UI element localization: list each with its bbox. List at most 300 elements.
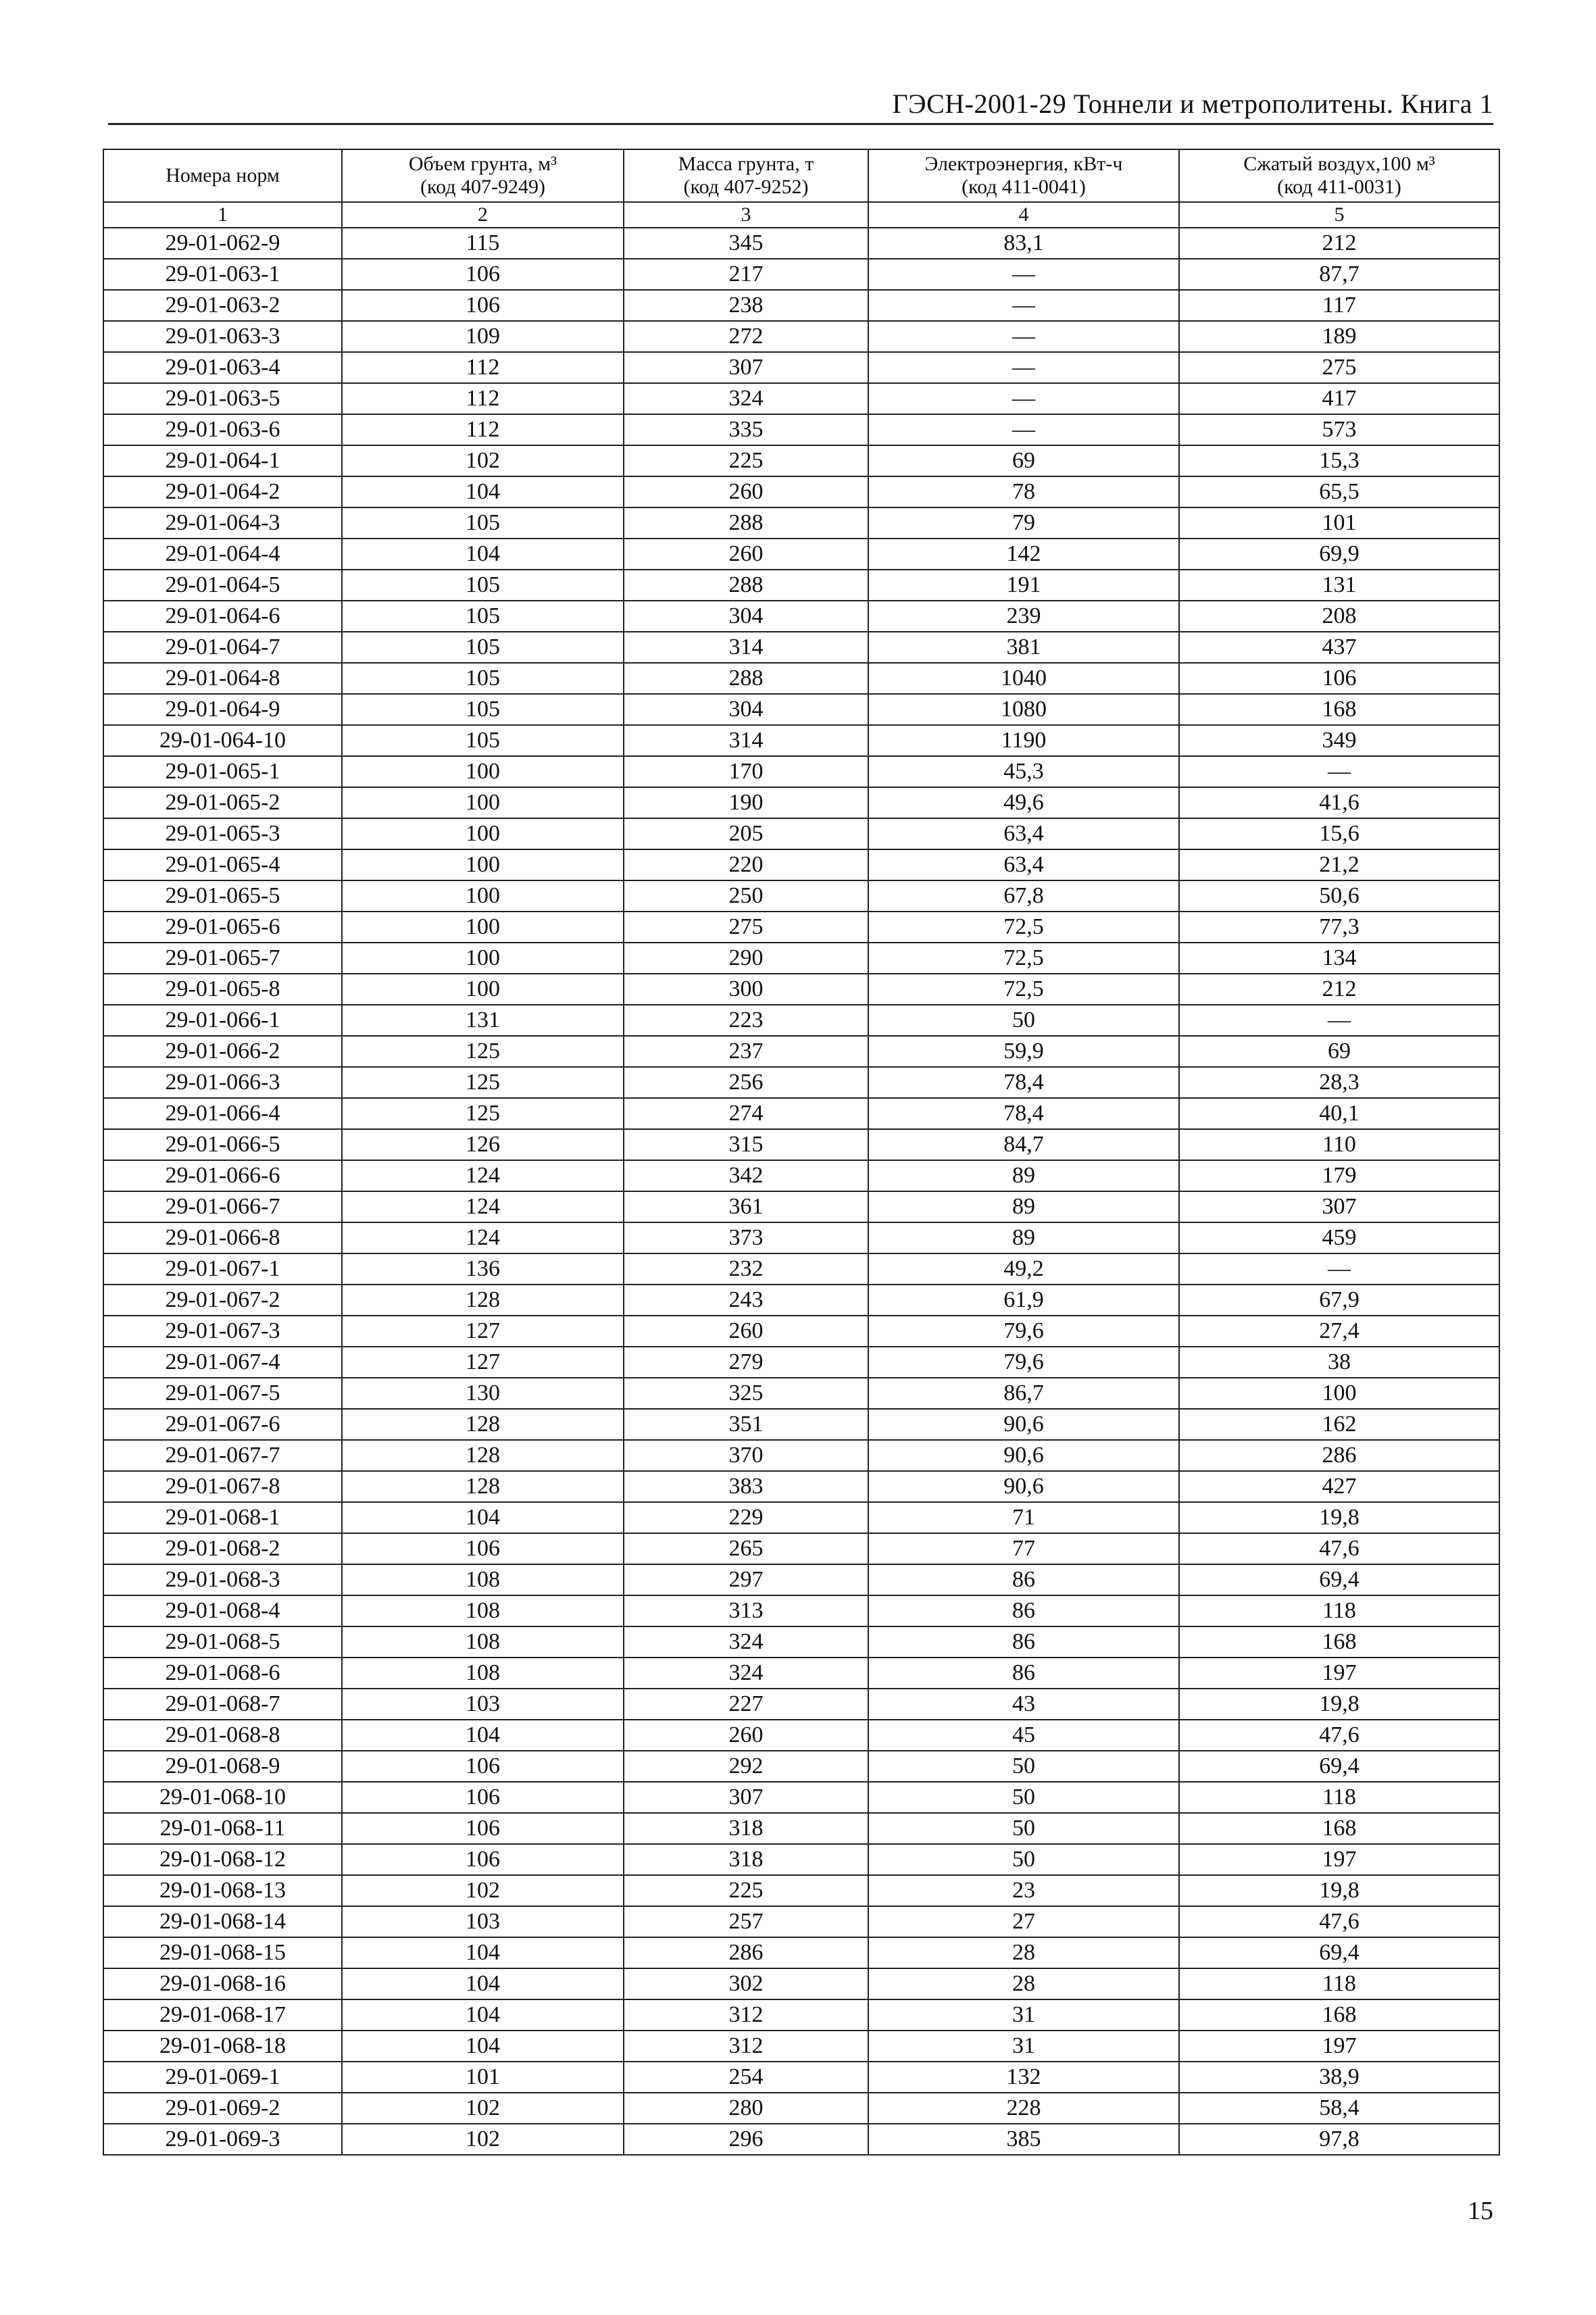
electricity-cell: 86: [868, 1658, 1179, 1689]
norm-number-cell: 29-01-067-2: [103, 1285, 342, 1316]
soil-volume-cell: 105: [342, 663, 624, 694]
soil-mass-cell: 297: [624, 1564, 868, 1595]
soil-volume-cell: 125: [342, 1036, 624, 1067]
column-number-row: [103, 202, 1499, 228]
norm-number-cell: 29-01-065-2: [103, 787, 342, 818]
compressed-air-cell: 168: [1179, 694, 1499, 725]
norm-number-cell: 29-01-066-7: [103, 1191, 342, 1222]
column-header-compressed-air: [1179, 149, 1499, 202]
soil-mass-cell: 307: [624, 352, 868, 383]
electricity-cell: 84,7: [868, 1129, 1179, 1160]
compressed-air-cell: 28,3: [1179, 1067, 1499, 1098]
norm-number-cell: 29-01-068-9: [103, 1751, 342, 1782]
norm-number-cell: 29-01-068-1: [103, 1502, 342, 1533]
compressed-air-cell: 106: [1179, 663, 1499, 694]
soil-volume-cell: 105: [342, 570, 624, 601]
soil-volume-cell: 127: [342, 1316, 624, 1347]
soil-volume-cell: 101: [342, 2062, 624, 2093]
table-row: [103, 2062, 1499, 2093]
electricity-cell: 83,1: [868, 228, 1179, 259]
electricity-cell: 77: [868, 1533, 1179, 1564]
norm-number-cell: 29-01-068-12: [103, 1844, 342, 1875]
compressed-air-cell: 349: [1179, 725, 1499, 756]
compressed-air-cell: 58,4: [1179, 2093, 1499, 2124]
soil-mass-cell: 318: [624, 1844, 868, 1875]
column-code: (код 407-9252): [683, 176, 809, 198]
compressed-air-cell: 67,9: [1179, 1285, 1499, 1316]
electricity-cell: —: [868, 383, 1179, 414]
table-row: [103, 1968, 1499, 1999]
table-row: [103, 1471, 1499, 1502]
soil-mass-cell: 361: [624, 1191, 868, 1222]
soil-mass-cell: 324: [624, 383, 868, 414]
soil-mass-cell: 256: [624, 1067, 868, 1098]
table-row: [103, 259, 1499, 290]
soil-volume-cell: 105: [342, 507, 624, 539]
soil-mass-cell: 190: [624, 787, 868, 818]
compressed-air-cell: 168: [1179, 1999, 1499, 2031]
soil-mass-cell: 260: [624, 1316, 868, 1347]
electricity-cell: 1080: [868, 694, 1179, 725]
electricity-cell: 63,4: [868, 849, 1179, 880]
compressed-air-cell: 69: [1179, 1036, 1499, 1067]
norm-number-cell: 29-01-062-9: [103, 228, 342, 259]
norm-number-cell: 29-01-066-5: [103, 1129, 342, 1160]
soil-mass-cell: 286: [624, 1937, 868, 1968]
norm-number-cell: 29-01-063-2: [103, 290, 342, 321]
soil-mass-cell: 290: [624, 943, 868, 974]
norm-number-cell: 29-01-065-5: [103, 880, 342, 912]
table-row: [103, 1937, 1499, 1968]
electricity-cell: 86: [868, 1564, 1179, 1595]
electricity-cell: 50: [868, 1005, 1179, 1036]
soil-mass-cell: 243: [624, 1285, 868, 1316]
norm-number-cell: 29-01-067-5: [103, 1378, 342, 1409]
table-row: [103, 1285, 1499, 1316]
column-title-row: [103, 149, 1499, 202]
soil-mass-cell: 260: [624, 476, 868, 507]
soil-volume-cell: 105: [342, 725, 624, 756]
electricity-cell: 69: [868, 445, 1179, 476]
norm-number-cell: 29-01-066-1: [103, 1005, 342, 1036]
norm-number-cell: 29-01-064-1: [103, 445, 342, 476]
table-row: [103, 1005, 1499, 1036]
norm-number-cell: 29-01-068-8: [103, 1720, 342, 1751]
soil-volume-cell: 102: [342, 445, 624, 476]
table-row: [103, 663, 1499, 694]
electricity-cell: 63,4: [868, 818, 1179, 849]
table-row: [103, 1906, 1499, 1937]
compressed-air-cell: 197: [1179, 1844, 1499, 1875]
soil-mass-cell: 342: [624, 1160, 868, 1191]
electricity-cell: 71: [868, 1502, 1179, 1533]
soil-mass-cell: 260: [624, 539, 868, 570]
soil-mass-cell: 314: [624, 632, 868, 663]
soil-mass-cell: 254: [624, 2062, 868, 2093]
soil-mass-cell: 232: [624, 1253, 868, 1285]
compressed-air-cell: 69,4: [1179, 1751, 1499, 1782]
soil-mass-cell: 265: [624, 1533, 868, 1564]
electricity-cell: 49,6: [868, 787, 1179, 818]
table-row: [103, 1689, 1499, 1720]
soil-mass-cell: 304: [624, 694, 868, 725]
table-row: [103, 1751, 1499, 1782]
norm-number-cell: 29-01-065-7: [103, 943, 342, 974]
norm-number-cell: 29-01-067-4: [103, 1347, 342, 1378]
compressed-air-cell: 19,8: [1179, 1689, 1499, 1720]
soil-volume-cell: 125: [342, 1067, 624, 1098]
norm-number-cell: 29-01-069-2: [103, 2093, 342, 2124]
table-row: [103, 818, 1499, 849]
soil-volume-cell: 103: [342, 1689, 624, 1720]
electricity-cell: 72,5: [868, 912, 1179, 943]
soil-volume-cell: 128: [342, 1409, 624, 1440]
electricity-cell: 90,6: [868, 1471, 1179, 1502]
electricity-cell: 239: [868, 601, 1179, 632]
electricity-cell: 86,7: [868, 1378, 1179, 1409]
soil-volume-cell: 106: [342, 1844, 624, 1875]
electricity-cell: 228: [868, 2093, 1179, 2124]
electricity-cell: 89: [868, 1160, 1179, 1191]
compressed-air-cell: 69,4: [1179, 1564, 1499, 1595]
soil-mass-cell: 302: [624, 1968, 868, 1999]
soil-volume-cell: 105: [342, 694, 624, 725]
soil-volume-cell: 100: [342, 787, 624, 818]
soil-volume-cell: 103: [342, 1906, 624, 1937]
norm-number-cell: 29-01-065-1: [103, 756, 342, 787]
electricity-cell: 142: [868, 539, 1179, 570]
norms-table: [103, 149, 1500, 2156]
electricity-cell: 50: [868, 1751, 1179, 1782]
soil-volume-cell: 104: [342, 2031, 624, 2062]
table-row: [103, 445, 1499, 476]
soil-mass-cell: 383: [624, 1471, 868, 1502]
soil-volume-cell: 115: [342, 228, 624, 259]
compressed-air-cell: 117: [1179, 290, 1499, 321]
norm-number-cell: 29-01-068-18: [103, 2031, 342, 2062]
electricity-cell: 78: [868, 476, 1179, 507]
compressed-air-cell: 110: [1179, 1129, 1499, 1160]
electricity-cell: —: [868, 321, 1179, 352]
compressed-air-cell: 77,3: [1179, 912, 1499, 943]
column-number: 4: [868, 202, 1179, 228]
table-row: [103, 1720, 1499, 1751]
table-row: [103, 1253, 1499, 1285]
norm-number-cell: 29-01-065-4: [103, 849, 342, 880]
soil-mass-cell: 307: [624, 1782, 868, 1813]
table-row: [103, 1999, 1499, 2031]
table-row: [103, 1347, 1499, 1378]
soil-mass-cell: 315: [624, 1129, 868, 1160]
page-number: 15: [1468, 2197, 1493, 2225]
compressed-air-cell: —: [1179, 756, 1499, 787]
soil-mass-cell: 257: [624, 1906, 868, 1937]
soil-mass-cell: 205: [624, 818, 868, 849]
compressed-air-cell: 427: [1179, 1471, 1499, 1502]
soil-mass-cell: 335: [624, 414, 868, 445]
table-row: [103, 352, 1499, 383]
compressed-air-cell: 118: [1179, 1595, 1499, 1626]
table-row: [103, 321, 1499, 352]
compressed-air-cell: 212: [1179, 974, 1499, 1005]
soil-volume-cell: 100: [342, 849, 624, 880]
compressed-air-cell: 212: [1179, 228, 1499, 259]
electricity-cell: 1190: [868, 725, 1179, 756]
soil-volume-cell: 124: [342, 1222, 624, 1253]
compressed-air-cell: 50,6: [1179, 880, 1499, 912]
electricity-cell: 31: [868, 1999, 1179, 2031]
compressed-air-cell: 19,8: [1179, 1502, 1499, 1533]
electricity-cell: —: [868, 414, 1179, 445]
column-code: (код 411-0041): [962, 176, 1086, 198]
soil-volume-cell: 126: [342, 1129, 624, 1160]
table-row: [103, 601, 1499, 632]
norm-number-cell: 29-01-068-14: [103, 1906, 342, 1937]
table-row: [103, 1658, 1499, 1689]
norm-number-cell: 29-01-068-7: [103, 1689, 342, 1720]
norm-number-cell: 29-01-064-3: [103, 507, 342, 539]
electricity-cell: 89: [868, 1191, 1179, 1222]
soil-volume-cell: 100: [342, 912, 624, 943]
soil-mass-cell: 324: [624, 1658, 868, 1689]
soil-volume-cell: 136: [342, 1253, 624, 1285]
table-row: [103, 1160, 1499, 1191]
soil-volume-cell: 112: [342, 414, 624, 445]
table-row: [103, 1533, 1499, 1564]
compressed-air-cell: 118: [1179, 1968, 1499, 1999]
norm-number-cell: 29-01-069-1: [103, 2062, 342, 2093]
soil-volume-cell: 104: [342, 1968, 624, 1999]
norm-number-cell: 29-01-068-5: [103, 1626, 342, 1658]
soil-mass-cell: 373: [624, 1222, 868, 1253]
soil-volume-cell: 100: [342, 880, 624, 912]
electricity-cell: 28: [868, 1937, 1179, 1968]
table-row: [103, 1191, 1499, 1222]
soil-mass-cell: 288: [624, 663, 868, 694]
soil-volume-cell: 100: [342, 974, 624, 1005]
electricity-cell: —: [868, 259, 1179, 290]
soil-mass-cell: 260: [624, 1720, 868, 1751]
soil-mass-cell: 313: [624, 1595, 868, 1626]
soil-volume-cell: 106: [342, 290, 624, 321]
electricity-cell: 43: [868, 1689, 1179, 1720]
compressed-air-cell: 47,6: [1179, 1906, 1499, 1937]
electricity-cell: 45,3: [868, 756, 1179, 787]
soil-mass-cell: 225: [624, 1875, 868, 1906]
table-row: [103, 290, 1499, 321]
soil-mass-cell: 227: [624, 1689, 868, 1720]
compressed-air-cell: 15,3: [1179, 445, 1499, 476]
soil-volume-cell: 127: [342, 1347, 624, 1378]
soil-volume-cell: 102: [342, 1875, 624, 1906]
soil-volume-cell: 106: [342, 1782, 624, 1813]
soil-volume-cell: 124: [342, 1160, 624, 1191]
column-title: Сжатый воздух,100 м³: [1243, 153, 1435, 175]
soil-volume-cell: 108: [342, 1595, 624, 1626]
table-row: [103, 507, 1499, 539]
soil-volume-cell: 128: [342, 1471, 624, 1502]
table-row: [103, 476, 1499, 507]
table-row: [103, 1067, 1499, 1098]
table-row: [103, 1626, 1499, 1658]
soil-mass-cell: 220: [624, 849, 868, 880]
soil-volume-cell: 104: [342, 476, 624, 507]
norm-number-cell: 29-01-069-3: [103, 2124, 342, 2155]
electricity-cell: 49,2: [868, 1253, 1179, 1285]
column-title: Масса грунта, т: [678, 153, 814, 175]
table-row: [103, 1222, 1499, 1253]
norm-number-cell: 29-01-066-4: [103, 1098, 342, 1129]
electricity-cell: 89: [868, 1222, 1179, 1253]
column-header-soil-volume: [342, 149, 624, 202]
electricity-cell: 79,6: [868, 1347, 1179, 1378]
compressed-air-cell: 87,7: [1179, 259, 1499, 290]
electricity-cell: 67,8: [868, 880, 1179, 912]
electricity-cell: 86: [868, 1626, 1179, 1658]
table-row: [103, 849, 1499, 880]
compressed-air-cell: 38: [1179, 1347, 1499, 1378]
table-row: [103, 539, 1499, 570]
compressed-air-cell: 47,6: [1179, 1720, 1499, 1751]
norm-number-cell: 29-01-066-8: [103, 1222, 342, 1253]
electricity-cell: 61,9: [868, 1285, 1179, 1316]
table-row: [103, 1564, 1499, 1595]
compressed-air-cell: 437: [1179, 632, 1499, 663]
norm-number-cell: 29-01-068-6: [103, 1658, 342, 1689]
norm-number-cell: 29-01-063-4: [103, 352, 342, 383]
table-row: [103, 943, 1499, 974]
electricity-cell: 72,5: [868, 974, 1179, 1005]
soil-mass-cell: 225: [624, 445, 868, 476]
soil-mass-cell: 275: [624, 912, 868, 943]
norm-number-cell: 29-01-064-9: [103, 694, 342, 725]
electricity-cell: 28: [868, 1968, 1179, 1999]
table-row: [103, 912, 1499, 943]
soil-volume-cell: 112: [342, 383, 624, 414]
soil-mass-cell: 324: [624, 1626, 868, 1658]
table-row: [103, 1440, 1499, 1471]
table-row: [103, 632, 1499, 663]
soil-volume-cell: 105: [342, 632, 624, 663]
soil-mass-cell: 223: [624, 1005, 868, 1036]
soil-mass-cell: 370: [624, 1440, 868, 1471]
soil-mass-cell: 296: [624, 2124, 868, 2155]
column-header-electricity: [868, 149, 1179, 202]
soil-mass-cell: 238: [624, 290, 868, 321]
soil-volume-cell: 106: [342, 1813, 624, 1844]
table-row: [103, 1129, 1499, 1160]
compressed-air-cell: 101: [1179, 507, 1499, 539]
electricity-cell: 385: [868, 2124, 1179, 2155]
soil-mass-cell: 318: [624, 1813, 868, 1844]
electricity-cell: 31: [868, 2031, 1179, 2062]
soil-volume-cell: 124: [342, 1191, 624, 1222]
norm-number-cell: 29-01-067-6: [103, 1409, 342, 1440]
norm-number-cell: 29-01-065-6: [103, 912, 342, 943]
table-row: [103, 383, 1499, 414]
norm-number-cell: 29-01-068-15: [103, 1937, 342, 1968]
table-row: [103, 1875, 1499, 1906]
table-body: [103, 202, 1499, 2155]
electricity-cell: 132: [868, 2062, 1179, 2093]
soil-volume-cell: 108: [342, 1658, 624, 1689]
compressed-air-cell: —: [1179, 1005, 1499, 1036]
compressed-air-cell: 38,9: [1179, 2062, 1499, 2093]
norm-number-cell: 29-01-067-3: [103, 1316, 342, 1347]
norm-number-cell: 29-01-068-10: [103, 1782, 342, 1813]
compressed-air-cell: 168: [1179, 1813, 1499, 1844]
table-row: [103, 725, 1499, 756]
column-code: (код 407-9249): [420, 176, 545, 198]
soil-volume-cell: 125: [342, 1098, 624, 1129]
table-row: [103, 2093, 1499, 2124]
compressed-air-cell: 118: [1179, 1782, 1499, 1813]
table-row: [103, 1844, 1499, 1875]
table-row: [103, 1409, 1499, 1440]
column-code: (код 411-0031): [1277, 176, 1401, 198]
norm-number-cell: 29-01-066-6: [103, 1160, 342, 1191]
compressed-air-cell: 69,9: [1179, 539, 1499, 570]
table-row: [103, 570, 1499, 601]
electricity-cell: 50: [868, 1844, 1179, 1875]
table-row: [103, 1098, 1499, 1129]
soil-volume-cell: 100: [342, 943, 624, 974]
soil-mass-cell: 351: [624, 1409, 868, 1440]
compressed-air-cell: 197: [1179, 1658, 1499, 1689]
soil-volume-cell: 102: [342, 2124, 624, 2155]
column-title: Номера норм: [166, 164, 280, 186]
column-title: Электроэнергия, кВт-ч: [924, 153, 1123, 175]
electricity-cell: 79,6: [868, 1316, 1179, 1347]
electricity-cell: —: [868, 352, 1179, 383]
electricity-cell: 381: [868, 632, 1179, 663]
soil-mass-cell: 288: [624, 507, 868, 539]
electricity-cell: 90,6: [868, 1409, 1179, 1440]
table-header: [103, 149, 1499, 202]
soil-volume-cell: 106: [342, 1751, 624, 1782]
compressed-air-cell: 134: [1179, 943, 1499, 974]
soil-mass-cell: 312: [624, 2031, 868, 2062]
electricity-cell: —: [868, 290, 1179, 321]
compressed-air-cell: 459: [1179, 1222, 1499, 1253]
table-row: [103, 880, 1499, 912]
compressed-air-cell: 40,1: [1179, 1098, 1499, 1129]
compressed-air-cell: 162: [1179, 1409, 1499, 1440]
soil-mass-cell: 292: [624, 1751, 868, 1782]
norm-number-cell: 29-01-068-17: [103, 1999, 342, 2031]
soil-mass-cell: 272: [624, 321, 868, 352]
compressed-air-cell: 19,8: [1179, 1875, 1499, 1906]
norm-number-cell: 29-01-064-5: [103, 570, 342, 601]
soil-volume-cell: 130: [342, 1378, 624, 1409]
norm-number-cell: 29-01-063-6: [103, 414, 342, 445]
compressed-air-cell: 21,2: [1179, 849, 1499, 880]
soil-volume-cell: 131: [342, 1005, 624, 1036]
soil-volume-cell: 128: [342, 1440, 624, 1471]
column-header-soil-mass: [624, 149, 868, 202]
compressed-air-cell: 131: [1179, 570, 1499, 601]
soil-mass-cell: 250: [624, 880, 868, 912]
electricity-cell: 191: [868, 570, 1179, 601]
norm-number-cell: 29-01-064-2: [103, 476, 342, 507]
soil-mass-cell: 217: [624, 259, 868, 290]
table-row: [103, 694, 1499, 725]
table-row: [103, 756, 1499, 787]
norm-number-cell: 29-01-068-2: [103, 1533, 342, 1564]
table-row: [103, 1378, 1499, 1409]
electricity-cell: 78,4: [868, 1098, 1179, 1129]
table-row: [103, 1036, 1499, 1067]
